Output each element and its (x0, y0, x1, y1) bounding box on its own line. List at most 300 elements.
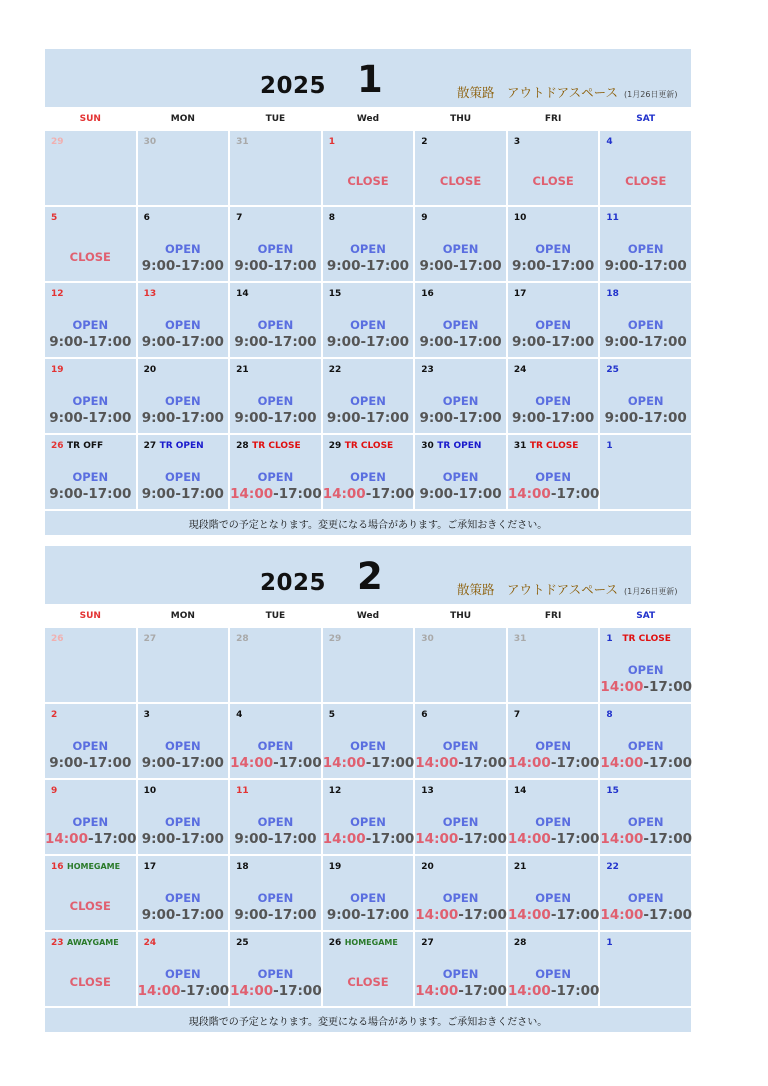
day-cell (138, 207, 229, 281)
hours-end: 17:00 (180, 486, 224, 502)
hours-separator: - (643, 831, 650, 847)
updated-note: (1月26日更新) (624, 587, 678, 596)
day-cell (323, 856, 414, 930)
day-number: 1 (328, 137, 335, 147)
day-number: 2 (421, 137, 428, 147)
hours-separator: - (643, 907, 650, 923)
hours-separator: - (550, 983, 557, 999)
day-cell (508, 856, 599, 930)
hours-end: 17:00 (556, 486, 600, 502)
hours-separator: - (175, 410, 181, 426)
hours-start: 14:00 (322, 831, 366, 847)
hours-start: 9:00 (512, 410, 546, 426)
hours-separator: - (458, 755, 464, 771)
hours-separator: - (365, 755, 372, 771)
day-number: 13 (143, 289, 157, 299)
day-status: OPEN (257, 394, 294, 408)
day-number: 30 (421, 634, 434, 644)
hours-separator: - (545, 410, 552, 426)
day-number: 21 (236, 365, 249, 375)
day-number: 30 (143, 137, 157, 147)
day-status: OPEN (627, 815, 664, 829)
venue-label (457, 580, 678, 598)
day-status: OPEN (72, 470, 109, 484)
day-number: 27 (421, 938, 434, 948)
hours-start: 9:00 (141, 755, 176, 771)
day-number: 28 (236, 634, 249, 644)
day-number: 7 (513, 710, 521, 720)
day-cell (600, 283, 691, 357)
hours-separator: - (360, 410, 367, 426)
hours-start: 14:00 (507, 486, 551, 502)
day-status: OPEN (627, 242, 664, 256)
hours-end: 17:00 (556, 983, 600, 999)
day-status: OPEN (627, 394, 664, 408)
day-cell (323, 932, 414, 1006)
day-number: 1 (606, 938, 613, 948)
day-cell (600, 359, 691, 433)
opening-hours (230, 755, 321, 771)
day-cell (45, 359, 136, 433)
hours-start: 14:00 (230, 983, 274, 999)
day-status: OPEN (165, 967, 201, 981)
day-number: 31 (513, 634, 527, 644)
hours-start: 9:00 (419, 258, 454, 274)
day-number: 11 (236, 786, 249, 796)
day-number: 31 (236, 137, 249, 147)
day-cell (323, 207, 414, 281)
day-cell (415, 932, 506, 1006)
hours-start: 14:00 (600, 907, 644, 923)
weekday-header: THU (415, 109, 506, 129)
day-number: 6 (143, 213, 150, 223)
day-status: OPEN (627, 891, 664, 905)
day-number: 5 (51, 213, 58, 223)
day-number: 30 (421, 441, 434, 451)
day-cell (138, 932, 229, 1006)
day-status: OPEN (350, 815, 386, 829)
hours-separator: - (550, 831, 557, 847)
hours-start: 9:00 (49, 755, 83, 771)
hours-start: 14:00 (230, 486, 274, 502)
opening-hours (230, 258, 321, 274)
hours-end: 17:00 (366, 334, 410, 350)
day-number: 24 (513, 365, 527, 375)
hours-end: 17:00 (366, 258, 410, 274)
day-cell (230, 856, 321, 930)
opening-hours (508, 907, 599, 923)
day-status: OPEN (165, 815, 201, 829)
opening-hours (415, 983, 506, 999)
day-status: OPEN (442, 318, 479, 332)
calendar-year: 2025 (260, 73, 327, 99)
hours-start: 9:00 (604, 410, 639, 426)
day-number: 5 (328, 710, 335, 720)
day-cell (138, 359, 229, 433)
weekday-header: THU (415, 606, 506, 626)
day-cell (415, 131, 506, 205)
hours-separator: - (638, 410, 644, 426)
day-number: 28 (236, 441, 249, 451)
day-status: OPEN (257, 967, 294, 981)
hours-separator: - (545, 258, 552, 274)
opening-hours (508, 983, 599, 999)
day-cell (323, 283, 414, 357)
day-status: OPEN (442, 739, 479, 753)
day-number: 25 (236, 938, 249, 948)
day-cell (323, 131, 414, 205)
hours-end: 17:00 (643, 258, 687, 274)
calendar-month: 1 (357, 58, 383, 101)
day-note: TR OPEN (437, 441, 482, 451)
day-number: 16 (51, 862, 64, 872)
day-number: 19 (51, 365, 64, 375)
hours-separator: - (458, 983, 464, 999)
hours-end: 17:00 (88, 486, 132, 502)
day-cell (45, 704, 136, 778)
hours-end: 17:00 (180, 831, 224, 847)
day-cell (45, 435, 136, 509)
opening-hours (508, 486, 599, 502)
hours-end: 17:00 (649, 679, 692, 695)
opening-hours (138, 831, 229, 847)
opening-hours (138, 755, 229, 771)
hours-end: 17:00 (556, 831, 600, 847)
day-cell (508, 932, 599, 1006)
hours-separator: - (82, 410, 89, 426)
day-cell (600, 628, 691, 702)
day-note: TR CLOSE (529, 441, 579, 451)
hours-separator: - (267, 410, 274, 426)
day-cell (45, 780, 136, 854)
opening-hours (323, 755, 414, 771)
hours-start: 9:00 (141, 831, 176, 847)
hours-start: 14:00 (600, 831, 644, 847)
day-number: 9 (51, 786, 58, 796)
day-status: OPEN (535, 815, 571, 829)
hours-separator: - (82, 486, 89, 502)
hours-end: 17:00 (366, 410, 410, 426)
day-status: CLOSE (69, 975, 111, 989)
opening-hours (230, 334, 321, 350)
opening-hours (138, 410, 229, 426)
day-cell (323, 780, 414, 854)
opening-hours (323, 907, 414, 923)
hours-separator: - (175, 334, 181, 350)
opening-hours (138, 334, 229, 350)
hours-start: 14:00 (137, 983, 181, 999)
hours-start: 9:00 (326, 334, 361, 350)
opening-hours (45, 831, 136, 847)
venue-name: 散策路 アウトドアスペース (457, 582, 619, 597)
weekday-header: MON (138, 109, 229, 129)
hours-end: 17:00 (649, 755, 692, 771)
day-status: OPEN (350, 394, 386, 408)
calendar-header (45, 546, 691, 604)
hours-separator: - (643, 755, 650, 771)
day-cell (230, 359, 321, 433)
hours-end: 17:00 (88, 410, 132, 426)
day-number: 10 (143, 786, 157, 796)
opening-hours (415, 755, 506, 771)
day-number: 3 (143, 710, 150, 720)
day-number: 22 (328, 365, 342, 375)
day-status: OPEN (350, 891, 386, 905)
day-note: AWAYGAME (67, 938, 119, 947)
hours-end: 17:00 (371, 831, 415, 847)
day-number: 18 (606, 289, 619, 299)
hours-end: 17:00 (463, 831, 507, 847)
hours-end: 17:00 (643, 410, 687, 426)
day-number: 24 (143, 938, 157, 948)
hours-start: 9:00 (234, 410, 268, 426)
opening-hours (138, 486, 229, 502)
hours-end: 17:00 (458, 258, 502, 274)
calendar-year: 2025 (260, 570, 327, 596)
day-note: TR CLOSE (622, 634, 671, 644)
opening-hours (45, 755, 136, 771)
day-status: OPEN (72, 815, 109, 829)
weekday-header: SUN (45, 606, 136, 626)
calendar-grid (45, 107, 691, 509)
hours-separator: - (453, 334, 459, 350)
day-number: 4 (236, 710, 243, 720)
day-status: CLOSE (347, 174, 389, 188)
hours-end: 17:00 (371, 486, 415, 502)
day-number: 7 (236, 213, 243, 223)
weekday-header: Wed (323, 606, 414, 626)
day-status: CLOSE (625, 174, 667, 188)
hours-separator: - (643, 679, 650, 695)
weekday-header: SAT (600, 109, 691, 129)
day-number: 17 (513, 289, 527, 299)
day-status: OPEN (627, 318, 664, 332)
day-status: OPEN (627, 663, 664, 677)
day-status: OPEN (442, 394, 479, 408)
hours-start: 9:00 (234, 334, 268, 350)
day-status: OPEN (535, 470, 571, 484)
hours-separator: - (550, 907, 557, 923)
day-status: OPEN (165, 242, 201, 256)
calendar-february (45, 546, 691, 1032)
day-cell (415, 435, 506, 509)
hours-end: 17:00 (186, 983, 230, 999)
day-number: 20 (421, 862, 434, 872)
hours-start: 14:00 (322, 755, 366, 771)
day-number: 4 (606, 137, 613, 147)
weekday-header: FRI (508, 109, 599, 129)
hours-start: 9:00 (326, 410, 361, 426)
hours-separator: - (267, 258, 274, 274)
hours-start: 14:00 (600, 755, 644, 771)
day-number: 14 (236, 289, 249, 299)
day-status: OPEN (257, 318, 294, 332)
hours-separator: - (365, 486, 372, 502)
hours-end: 17:00 (463, 755, 507, 771)
opening-hours (415, 486, 506, 502)
hours-start: 9:00 (141, 486, 176, 502)
hours-end: 17:00 (551, 410, 595, 426)
hours-separator: - (453, 410, 459, 426)
weekday-header: TUE (230, 606, 321, 626)
hours-end: 17:00 (278, 486, 322, 502)
day-number: 3 (513, 137, 521, 147)
hours-end: 17:00 (278, 983, 322, 999)
hours-start: 9:00 (419, 334, 454, 350)
day-status: OPEN (350, 242, 386, 256)
day-cell (230, 207, 321, 281)
hours-separator: - (550, 486, 557, 502)
day-cell (138, 704, 229, 778)
day-number: 29 (328, 441, 342, 451)
calendar-footer-note: 現段階での予定となります。変更になる場合があります。ご承知おきください。 (45, 511, 691, 535)
calendar-grid (45, 604, 691, 1006)
day-number: 17 (143, 862, 157, 872)
day-status: OPEN (72, 739, 109, 753)
hours-start: 9:00 (234, 258, 268, 274)
hours-end: 17:00 (551, 334, 595, 350)
day-cell (508, 704, 599, 778)
hours-separator: - (267, 907, 274, 923)
day-cell (45, 131, 136, 205)
day-note: TR CLOSE (344, 441, 394, 451)
day-note: TR OFF (67, 441, 104, 451)
weekday-header: TUE (230, 109, 321, 129)
opening-hours (415, 410, 506, 426)
day-status: OPEN (442, 815, 479, 829)
day-cell (415, 207, 506, 281)
hours-start: 9:00 (234, 831, 268, 847)
day-number: 23 (51, 938, 64, 948)
day-cell (138, 131, 229, 205)
opening-hours (230, 486, 321, 502)
hours-start: 14:00 (322, 486, 366, 502)
hours-start: 9:00 (512, 258, 546, 274)
opening-hours (600, 907, 691, 923)
opening-hours (138, 983, 229, 999)
hours-start: 9:00 (49, 486, 83, 502)
day-cell (230, 283, 321, 357)
hours-end: 17:00 (556, 907, 600, 923)
day-number: 23 (421, 365, 434, 375)
hours-separator: - (638, 258, 644, 274)
day-number: 27 (143, 441, 157, 451)
hours-end: 17:00 (273, 907, 317, 923)
opening-hours (138, 907, 229, 923)
day-status: OPEN (257, 470, 294, 484)
hours-start: 14:00 (415, 983, 459, 999)
hours-separator: - (453, 486, 459, 502)
day-status: OPEN (535, 891, 571, 905)
day-status: OPEN (257, 739, 294, 753)
hours-end: 17:00 (88, 755, 132, 771)
opening-hours (415, 258, 506, 274)
calendar-january (45, 49, 691, 535)
day-status: OPEN (165, 318, 201, 332)
hours-end: 17:00 (463, 983, 507, 999)
day-cell (138, 435, 229, 509)
hours-end: 17:00 (273, 258, 317, 274)
calendar-header (45, 49, 691, 107)
opening-hours (323, 410, 414, 426)
day-cell (230, 780, 321, 854)
day-note: HOMEGAME (344, 938, 398, 947)
day-number: 18 (236, 862, 249, 872)
opening-hours (230, 983, 321, 999)
day-number: 26 (51, 634, 64, 644)
day-number: 21 (513, 862, 527, 872)
hours-separator: - (180, 983, 187, 999)
hours-start: 14:00 (415, 907, 459, 923)
hours-start: 14:00 (230, 755, 274, 771)
day-cell (45, 932, 136, 1006)
day-number: 1 (606, 634, 613, 644)
opening-hours (230, 907, 321, 923)
calendar-footer-note: 現段階での予定となります。変更になる場合があります。ご承知おきください。 (45, 1008, 691, 1032)
day-cell (600, 131, 691, 205)
day-number: 9 (421, 213, 428, 223)
day-status: OPEN (535, 967, 571, 981)
day-cell (230, 932, 321, 1006)
opening-hours (600, 755, 691, 771)
hours-separator: - (545, 334, 552, 350)
day-number: 15 (606, 786, 619, 796)
day-cell (508, 131, 599, 205)
day-status: OPEN (257, 891, 294, 905)
weekday-header: Wed (323, 109, 414, 129)
hours-separator: - (360, 334, 367, 350)
hours-start: 14:00 (507, 983, 551, 999)
hours-start: 14:00 (45, 831, 88, 847)
day-cell (415, 856, 506, 930)
day-cell (323, 704, 414, 778)
day-cell (230, 131, 321, 205)
hours-end: 17:00 (278, 755, 322, 771)
day-status: OPEN (165, 394, 201, 408)
hours-start: 9:00 (326, 907, 361, 923)
hours-separator: - (273, 755, 279, 771)
hours-end: 17:00 (180, 334, 224, 350)
day-note: TR OPEN (159, 441, 204, 451)
opening-hours (323, 334, 414, 350)
day-number: 14 (513, 786, 527, 796)
day-cell (138, 628, 229, 702)
opening-hours (138, 258, 229, 274)
day-status: OPEN (165, 739, 201, 753)
hours-start: 9:00 (512, 334, 546, 350)
day-cell (138, 856, 229, 930)
day-cell (323, 628, 414, 702)
day-cell (600, 856, 691, 930)
day-cell (138, 780, 229, 854)
weekday-header: SAT (600, 606, 691, 626)
hours-separator: - (458, 907, 464, 923)
day-status: OPEN (350, 739, 386, 753)
day-number: 27 (143, 634, 157, 644)
day-number: 26 (51, 441, 64, 451)
hours-separator: - (360, 258, 367, 274)
day-note: HOMEGAME (67, 862, 121, 871)
opening-hours (508, 831, 599, 847)
day-cell (323, 359, 414, 433)
day-status: OPEN (442, 470, 479, 484)
day-number: 15 (328, 289, 342, 299)
day-cell (138, 283, 229, 357)
day-number: 11 (606, 213, 619, 223)
opening-hours (508, 755, 599, 771)
hours-end: 17:00 (180, 755, 224, 771)
day-cell (45, 207, 136, 281)
